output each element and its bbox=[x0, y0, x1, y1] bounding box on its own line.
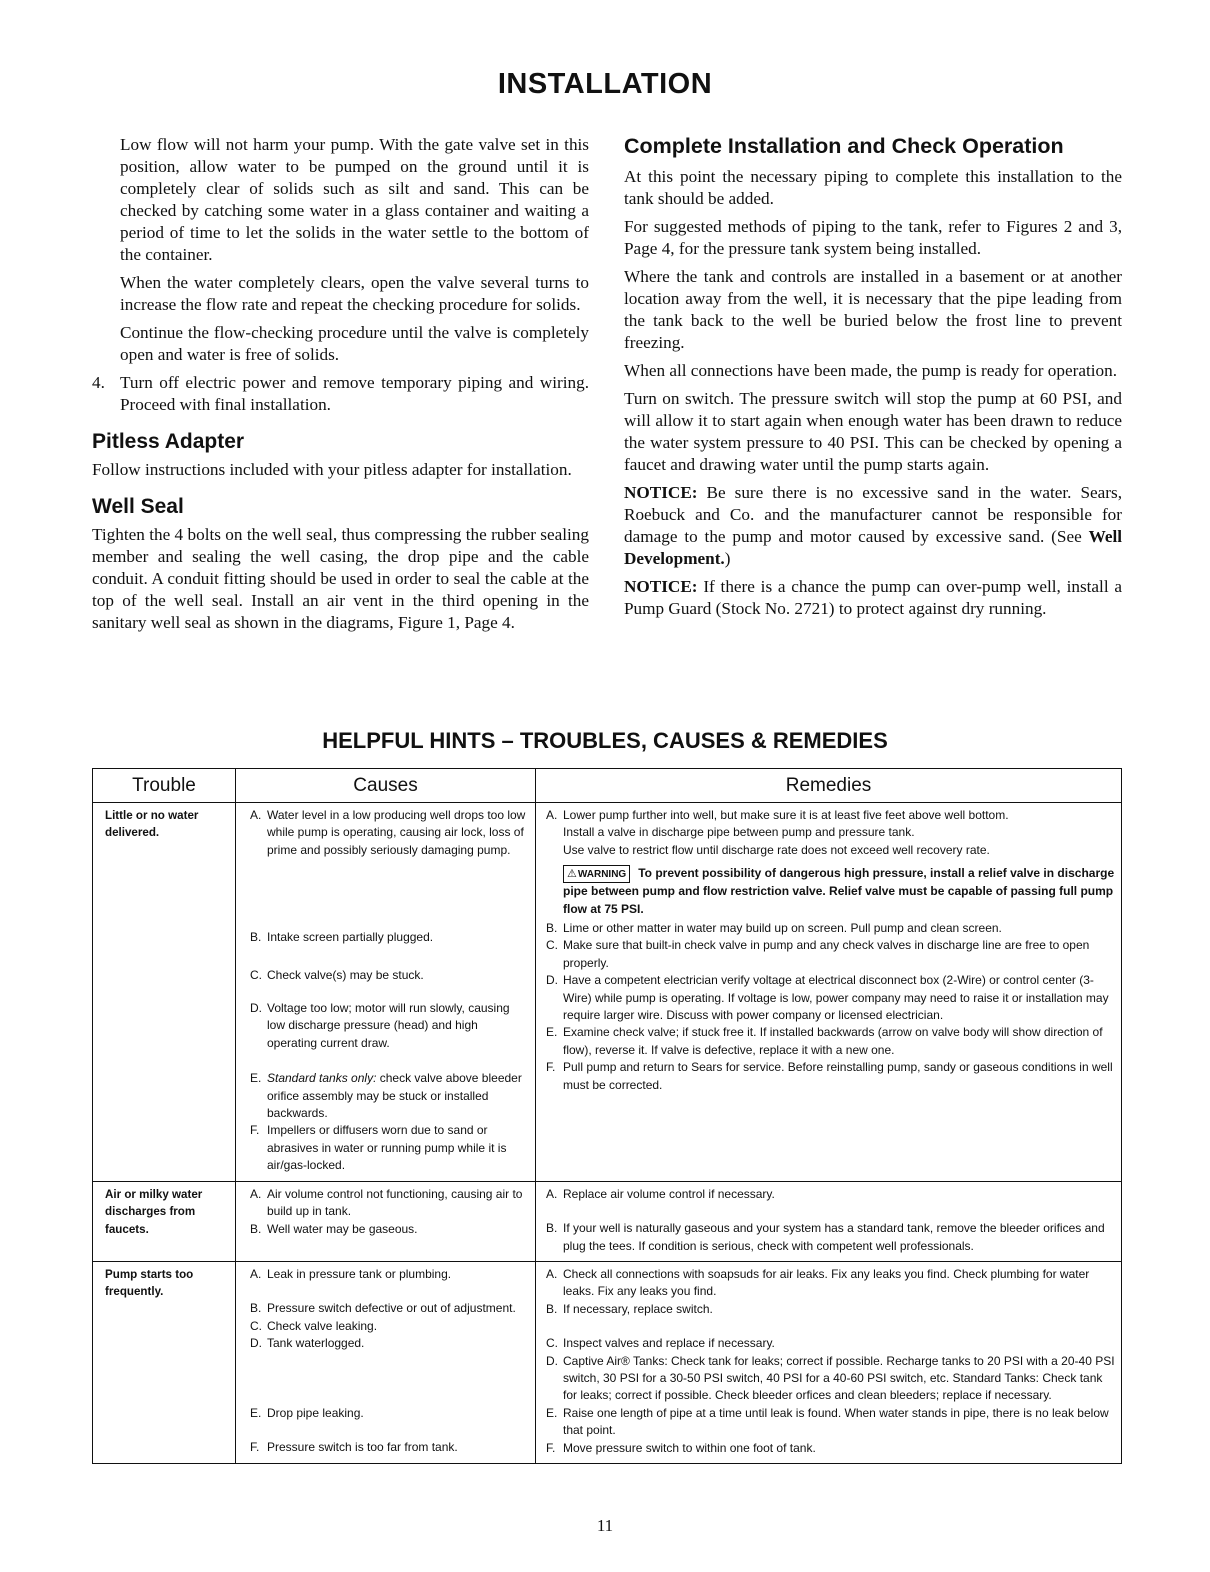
cause-item: E. Drop pipe leaking. bbox=[250, 1405, 364, 1420]
remedy-item: A. Check all connections with soapsuds for air leaks. Fix any leaks you find. Check plumbing for water leaks. Fix any leaks you find. bbox=[546, 1266, 1090, 1299]
remedy-item: A. Lower pump further into well, but make sure it is at least five feet above well bottom. Install a valve in discharge pipe between pump and pressure tank. Use valve to restrict flow until discharge rate does not exceed well recovery rate. bbox=[546, 808, 1009, 857]
cause-item: F. Pressure switch is too far from tank. bbox=[250, 1439, 458, 1454]
notice-reference: Well Development. bbox=[624, 527, 1122, 568]
section-heading: Pitless Adapter bbox=[92, 430, 245, 453]
section-heading: Well Seal bbox=[92, 495, 184, 518]
causes-cell bbox=[236, 1261, 536, 1463]
causes-cell bbox=[236, 803, 536, 1182]
notice-label: NOTICE: bbox=[624, 577, 698, 596]
remedy-item: E. Examine check valve; if stuck free it. If installed backwards (arrow on valve body will show direction of flow), reverse it. If valve is defective, replace it with a new one. bbox=[546, 1025, 1103, 1057]
trouble-cell: Little or no water delivered. bbox=[93, 803, 236, 1182]
remedy-item: A. Replace air volume control if necessary. bbox=[546, 1186, 775, 1201]
paragraph: Follow instructions included with your pitless adapter for installation. bbox=[92, 460, 572, 479]
table-row bbox=[93, 1261, 1122, 1463]
header-remedies: Remedies bbox=[536, 769, 1122, 803]
causes-cell bbox=[236, 1181, 536, 1261]
notice-paragraph bbox=[624, 482, 1122, 570]
troubleshooting-table bbox=[92, 768, 1122, 1464]
page-number: 11 bbox=[596, 1516, 614, 1535]
trouble-cell: Pump starts too frequently. bbox=[93, 1261, 236, 1463]
cause-item: D. Voltage too low; motor will run slowly, causing low discharge pressure (head) and high operating current draw. bbox=[250, 1001, 510, 1050]
remedies-cell bbox=[536, 1261, 1122, 1463]
cause-item: C. Check valve(s) may be stuck. bbox=[250, 967, 424, 982]
cause-item: C. Check valve leaking. bbox=[250, 1318, 378, 1333]
paragraph: At this point the necessary piping to complete this installation to the tank should be added. bbox=[624, 167, 1122, 208]
numbered-step bbox=[92, 372, 589, 416]
notice-paragraph bbox=[624, 576, 1122, 620]
remedies-cell bbox=[536, 1181, 1122, 1261]
section-heading: Complete Installation and Check Operation bbox=[624, 134, 1064, 158]
header-trouble: Trouble bbox=[93, 769, 236, 803]
remedy-item: B. If your well is naturally gaseous and your system has a standard tank, remove the bleeder orifices and plug the tees. If condition is serious, check with competent well professionals. bbox=[546, 1221, 1105, 1253]
paragraph: Low flow will not harm your pump. With the gate valve set in this position, allow water to be pumped on the ground until it is completely clear of solids such as silt and sand. This can be checked by catching some water in a glass container and waiting a period of time to let the solids in the water settle to the bottom of the container. bbox=[120, 135, 589, 264]
remedy-item: F. Pull pump and return to Sears for service. Before reinstalling pump, sandy or gaseous conditions in well must be corrected. bbox=[546, 1060, 1113, 1092]
notice-end: ) bbox=[724, 549, 731, 568]
cause-item: A. Air volume control not functioning, causing air to build up in tank. bbox=[250, 1186, 523, 1219]
remedy-item: B. If necessary, replace switch. bbox=[546, 1301, 713, 1316]
paragraph: Tighten the 4 bolts on the well seal, thus compressing the rubber sealing member and sealing the well casing, the drop pipe and the cable conduit. A conduit fitting should be used in order to seal the cable at the top of the well seal. Install an air vent in the third opening in the sanitary well seal as shown in the diagrams, Figure 1, Page 4. bbox=[92, 525, 589, 632]
paragraph: Continue the flow-checking procedure until the valve is completely open and water is free of solids. bbox=[120, 323, 589, 364]
table-header-row bbox=[93, 769, 1122, 803]
remedy-item: E. Raise one length of pipe at a time until leak is found. When water stands in pipe, there is no leak below that point. bbox=[546, 1405, 1109, 1438]
table-row bbox=[93, 1181, 1122, 1261]
warning-badge: ⚠ WARNING bbox=[563, 865, 630, 883]
remedy-item: D. Have a competent electrician verify voltage at electrical disconnect box (2-Wire) or control center (3-Wire) while pump is operating. If voltage is low, power company may need to raise it or installation may require larger wire. Discuss with power company or licensed electrician. bbox=[546, 973, 1109, 1023]
cause-item: B. Well water may be gaseous. bbox=[250, 1221, 418, 1236]
step-number: 4. bbox=[92, 373, 105, 392]
step-text: Turn off electric power and remove temporary piping and wiring. Proceed with final installation. bbox=[120, 373, 589, 414]
left-column bbox=[92, 134, 589, 640]
paragraph: When the water completely clears, open the valve several turns to increase the flow rate and repeat the checking procedure for solids. bbox=[120, 273, 589, 314]
paragraph: When all connections have been made, the pump is ready for operation. bbox=[624, 361, 1118, 380]
trouble-cell: Air or milky water discharges from faucets. bbox=[93, 1181, 236, 1261]
remedy-item: C. Inspect valves and replace if necessary. bbox=[546, 1336, 775, 1351]
notice-label: NOTICE: bbox=[624, 483, 698, 502]
remedy-item: B. Lime or other matter in water may build up on screen. Pull pump and clean screen. bbox=[546, 921, 1002, 936]
cause-item: E. Standard tanks only: check valve above bleeder orifice assembly may be stuck or installed backwards. bbox=[250, 1071, 522, 1121]
paragraph: Turn on switch. The pressure switch will stop the pump at 60 PSI, and will allow it to start again when enough water has been drawn to reduce the water system pressure to 40 PSI. This can be checked by opening a faucet and drawing water until the pump starts again. bbox=[624, 389, 1122, 474]
notice-text: Be sure there is no excessive sand in the water. Sears, Roebuck and Co. and the manufacturer cannot be responsible for damage to the pump and motor caused by excessive sand. (See bbox=[624, 483, 1123, 546]
hints-title: HELPFUL HINTS – TROUBLES, CAUSES & REMEDIES bbox=[322, 728, 888, 753]
cause-item: B. Pressure switch defective or out of adjustment. bbox=[250, 1301, 516, 1316]
page-title: INSTALLATION bbox=[497, 68, 713, 100]
header-causes: Causes bbox=[236, 769, 536, 803]
remedy-item: C. Make sure that built-in check valve in pump and any check valves in discharge line are free to open properly. bbox=[546, 938, 1090, 970]
cause-item: A. Leak in pressure tank or plumbing. bbox=[250, 1266, 452, 1281]
table-row bbox=[93, 803, 1122, 1182]
paragraph: For suggested methods of piping to the tank, refer to Figures 2 and 3, Page 4, for the pressure tank system being installed. bbox=[624, 217, 1122, 258]
remedy-item: F. Move pressure switch to within one foot of tank. bbox=[546, 1440, 816, 1455]
cause-item: A. Water level in a low producing well drops too low while pump is operating, causing air lock, loss of prime and possibly seriously damaging pump. bbox=[250, 808, 526, 857]
warning-triangle-icon: ⚠ bbox=[567, 867, 577, 880]
paragraph: Where the tank and controls are installed in a basement or at another location away from the well, it is necessary that the pipe leading from the tank back to the well be buried below the frost line to prevent freezing. bbox=[624, 267, 1122, 352]
cause-item: B. Intake screen partially plugged. bbox=[250, 930, 434, 945]
remedy-item: D. Captive Air® Tanks: Check tank for leaks; correct if possible. Recharge tanks to 20 PSI with a 20-40 PSI switch, 30 PSI for a 30-50 PSI switch, 40 PSI for a 40-60 PSI switch, etc. Standard Tanks: Check tank for leaks; correct if possible. Check bleeder orfices and clean bleeders; replace if necessary. bbox=[546, 1353, 1115, 1403]
remedies-cell bbox=[536, 803, 1122, 1182]
notice-text: If there is a chance the pump can over-pump well, install a Pump Guard (Stock No. 2721) to protect against dry running. bbox=[624, 577, 1122, 618]
cause-item: F. Impellers or diffusers worn due to sand or abrasives in water or running pump while it is air/gas-locked. bbox=[250, 1123, 507, 1173]
right-column bbox=[624, 134, 1122, 626]
warning-note: ⚠ WARNING To prevent possibility of dangerous high pressure, install a relief valve in discharge pipe between pump and flow restriction valve. Relief valve must be capable of passing full pump flow at 75 PSI. bbox=[563, 866, 1115, 916]
cause-item: D. Tank waterlogged. bbox=[250, 1336, 365, 1351]
